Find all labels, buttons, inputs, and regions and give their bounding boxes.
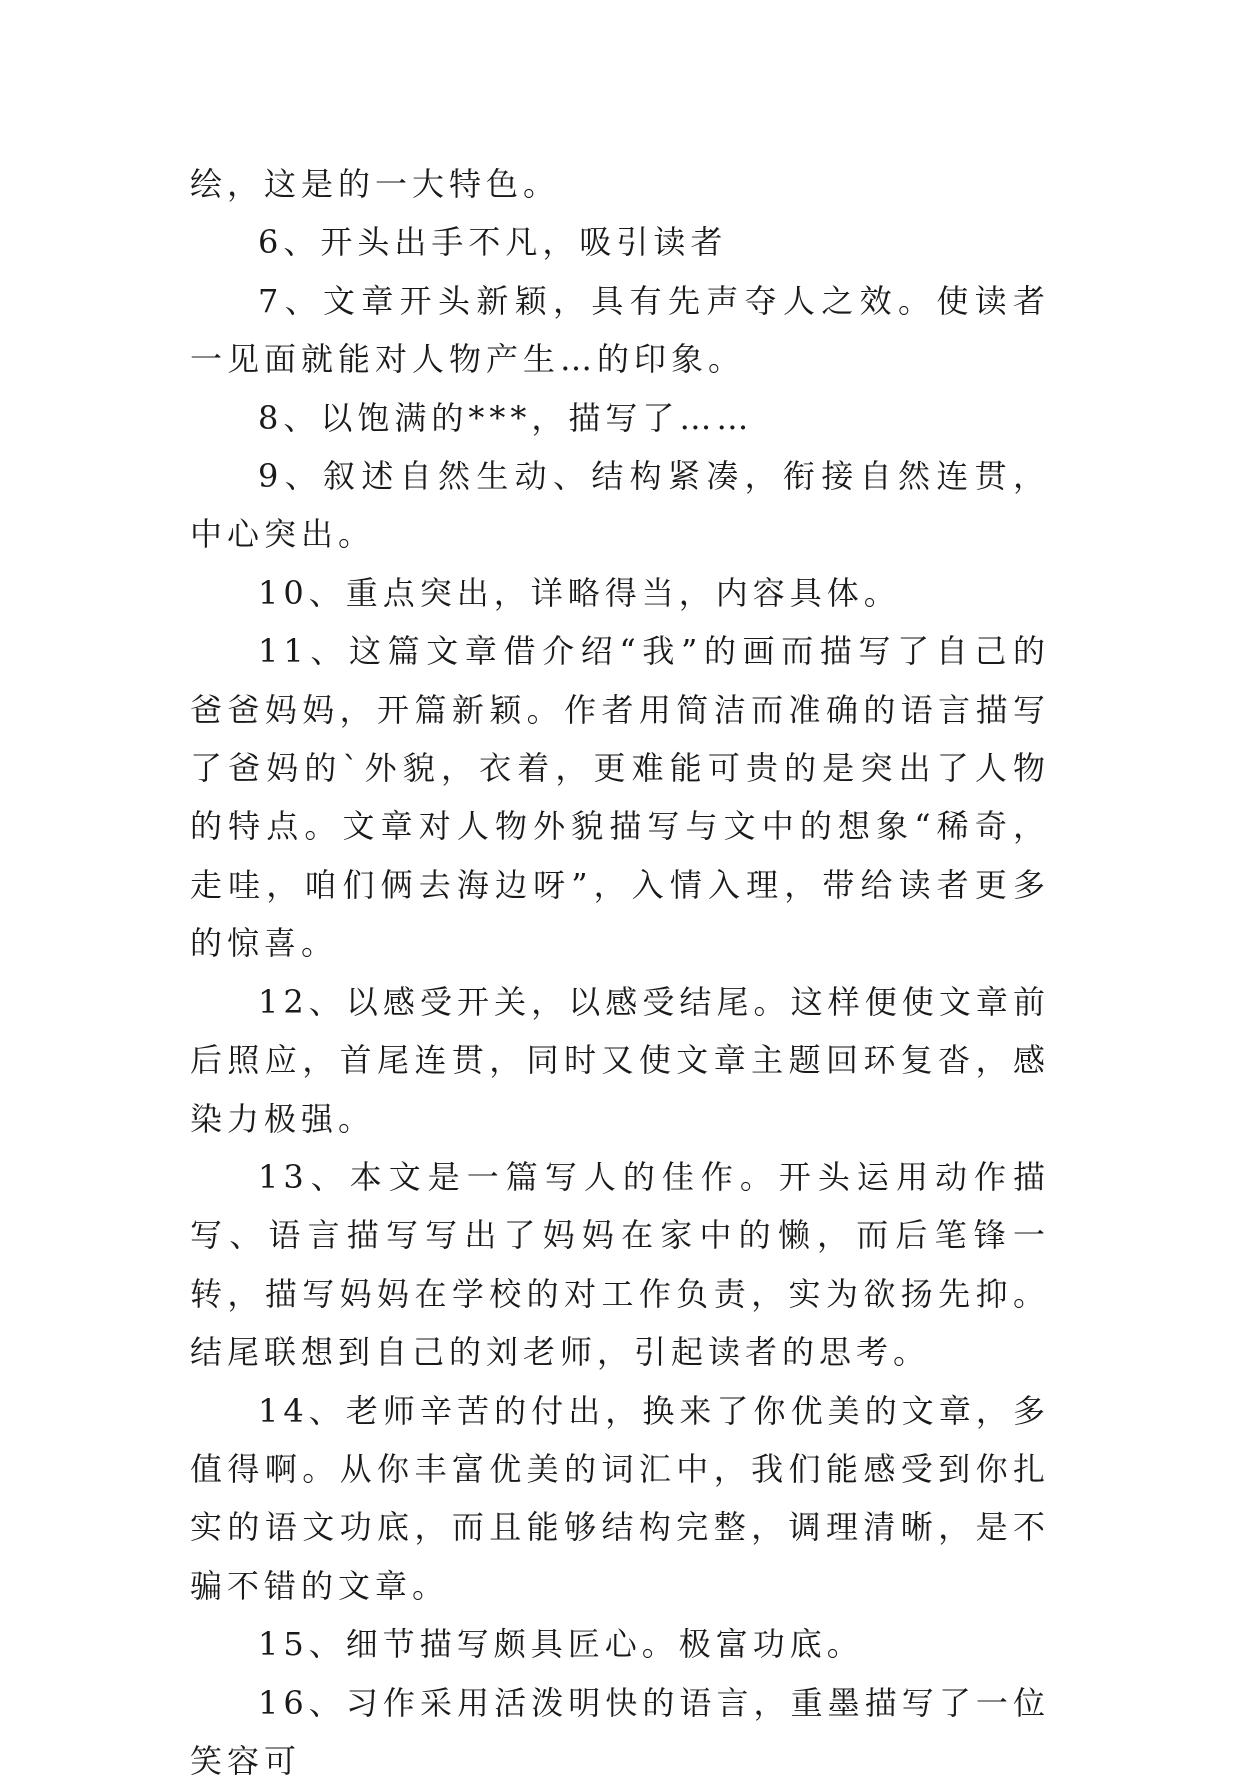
paragraph-item-16: 16、习作采用活泼明快的语言，重墨描写了一位笑容可 (190, 1683, 1050, 1780)
document-body (190, 155, 1050, 1790)
paragraph-continuation: 绘，这是的一大特色。 (190, 165, 561, 203)
paragraph-item-8: 8、以饱满的***，描写了…… (258, 398, 754, 437)
paragraph-item-14: 14、老师辛苦的付出，换来了你优美的文章，多值得啊。从你丰富优美的词汇中，我们能感受到你扎实的语文功底，而且能够结构完整，调理清晰，是不骗不错的文章。 (190, 1391, 1050, 1605)
paragraph-item-11: 11、这篇文章借介绍“我”的画而描写了自己的爸爸妈妈，开篇新颖。作者用简洁而准确的语言描写了爸妈的`外貌，衣着，更难能可贵的是突出了人物的特点。文章对人物外貌描写与文中的想象“稀奇，走哇，咱们俩去海边呀”，入情入理，带给读者更多的惊喜。 (190, 632, 1050, 963)
paragraph-item-6: 6、开头出手不凡，吸引读者 (258, 223, 728, 262)
paragraph-item-9: 9、叙述自然生动、结构紧凑，衔接自然连贯，中心突出。 (190, 457, 1050, 554)
paragraph-item-10: 10、重点突出，详略得当，内容具体。 (258, 573, 901, 612)
paragraph-item-7: 7、文章开头新颖，具有先声夺人之效。使读者一见面就能对人物产生…的印象。 (190, 281, 1050, 379)
paragraph-item-13: 13、本文是一篇写人的佳作。开头运用动作描写、语言描写写出了妈妈在家中的懒，而后笔锋一转，描写妈妈在学校的对工作负责，实为欲扬先抑。结尾联想到自己的刘老师，引起读者的思考。 (190, 1157, 1050, 1372)
paragraph-item-15: 15、细节描写颇具匠心。极富功底。 (258, 1625, 864, 1664)
paragraph-item-12: 12、以感受开关，以感受结尾。这样便使文章前后照应，首尾连贯，同时又使文章主题回环复沓，感染力极强。 (190, 982, 1050, 1138)
